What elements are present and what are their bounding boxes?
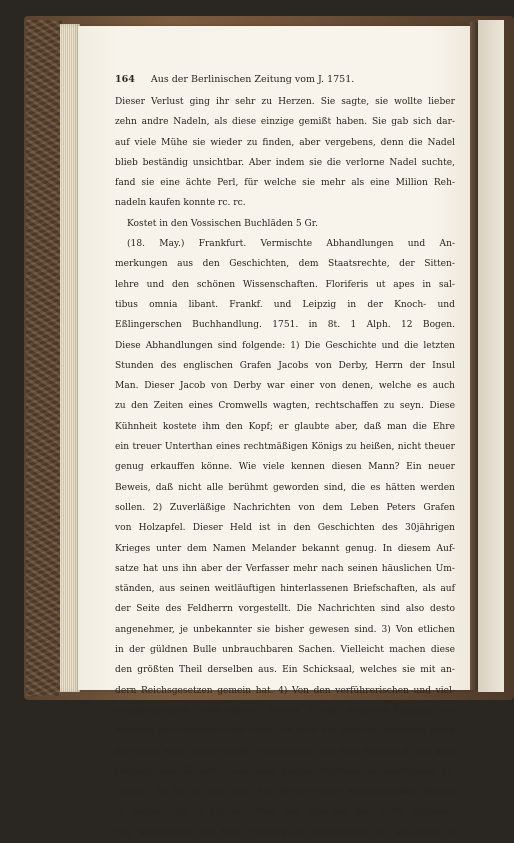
text-line: in der güldnen Bulle unbrauchbaren Sachen. Vielleicht machen diese xyxy=(115,645,455,656)
text-line: Dieser Verlust ging ihr sehr zu Herzen. Sie sagte, sie wollte lieber xyxy=(115,97,455,107)
text-line: angenehmer, je unbekannter sie bisher gewesen sind. 3) Von etlichen xyxy=(115,624,455,635)
text-line: von Holzapfel. Dieser Held ist in den Geschichten des 30jährigen xyxy=(115,523,455,534)
text-line: nadeln kaufen konnte rc. rc. xyxy=(115,198,246,209)
text-line: merkungen aus den Geschichten, dem Staatsrechte, der Sitten- xyxy=(115,259,455,270)
text-line: Kühnheit kostete ihm den Kopf; er glaubte aber, daß man die Ehre xyxy=(115,421,455,432)
text-line: Beweis, daß nicht alle berühmt geworden sind, die es hätten werden xyxy=(115,482,455,493)
running-title: Aus der Berlinischen Zeitung vom J. 1751. xyxy=(150,74,355,85)
text-line: derselben seyn, sonst würde er schwerlich von dem Kleveland, von dem xyxy=(115,746,455,757)
running-head xyxy=(115,74,455,85)
text-line: versprechenden Titeln etlicher Bücher. Es sind meistens Romane, von xyxy=(115,705,455,716)
text-line: tibus omnia libant. Frankf. und Leipzig in der Knoch- und xyxy=(115,299,455,310)
text-line: dern Reichsgesetzen gemein hat. 4) Von den verführerischen und viel- xyxy=(115,685,455,696)
text-line: zehn andre Nadeln, als diese einzige gemißt haben. Sie gab sich dar- xyxy=(115,117,455,128)
text-line: ein treuer Unterthan eines rechtmäßigen Königs zu heißen, nicht theuer xyxy=(115,442,455,453)
text-line: blieb beständig unsichtbar. Aber indem sie die verlorne Nadel suchte, xyxy=(115,157,455,168)
gutter-shadow xyxy=(470,22,478,690)
text-line: sollen. 2) Zuverläßige Nachrichten von dem Leben Peters Grafen xyxy=(115,502,455,513)
price-line: Kostet in den Vossischen Buchläden 5 Gr. xyxy=(127,218,319,229)
text-line: auf viele Mühe sie wieder zu finden, aber vergebens, denn die Nadel xyxy=(115,137,455,148)
text-line: genug erkauffen könne. Wie viele kennen diesen Mann? Ein neuer xyxy=(115,462,455,473)
text-line: Krieges unter dem Namen Melander bekannt genug. In diesem Auf- xyxy=(115,543,455,554)
page-edges xyxy=(60,24,80,692)
text-line: zu den Zeiten eines Cromwells wagten, rechtschaffen zu seyn. Diese xyxy=(115,401,455,412)
text-line: welchen der Verfasser hier redet. Er muß ein ziemlich erklärter Feind xyxy=(115,726,455,737)
text-line: Stunden des englischen Grafen Jacobs von Derby, Herrn der Insul xyxy=(115,360,455,371)
text-line: (18. May.) Frankfurt. Vermischte Abhandlungen und An- xyxy=(127,239,455,250)
text-line: theilen. Es ist zu viel, den Abt Prevot einen herumirrenden Mönch xyxy=(115,787,455,798)
text-line: lehre und den schönen Wissenschaften. Floriferis ut apes in sal- xyxy=(115,279,455,290)
text-line: Man. Dieser Jacob von Derby war einer von denen, welche es auch xyxy=(115,381,455,392)
text-line: Eßlingerschen Buchhandlung. 1751. in 8t. 1 Alph. 12 Bogen. xyxy=(115,320,455,331)
text-line: fand sie eine ächte Perl, für welche sie mehr als eine Million Reh- xyxy=(115,178,455,189)
text-line: satze hat uns ihn aber der Verfasser mehr nach seinen häuslichen Um- xyxy=(115,563,455,574)
text-line: frey wünschten; weil Herr Fielding ein Schauspieler ist, also muß er xyxy=(115,827,455,838)
facing-page-edge xyxy=(478,20,504,692)
text-line: der Seite des Feldherrn vorgestellt. Die Nachrichten sind also desto xyxy=(115,604,455,615)
text-line: den größten Theil derselben aus. Ein Schicksaal, welches sie mit an- xyxy=(115,665,455,676)
page-number: 164 xyxy=(115,74,135,85)
text-line: Diese Abhandlungen sind folgende: 1) Die Geschichte und die letzten xyxy=(115,340,455,351)
marbled-endpaper xyxy=(26,20,62,696)
text-line: zu nennen. Es ist ein Vorurtheil, von dem wir den Herrn Verfasser xyxy=(115,807,455,818)
body-text xyxy=(115,92,455,843)
text-line: Dechant von Killerine, von dem Joseph Andrews so nachtheilig ur- xyxy=(115,766,455,777)
text-line: ständen, aus seinen weitläuftigen hinterlassenen Briefschaften, als auf xyxy=(115,584,455,595)
